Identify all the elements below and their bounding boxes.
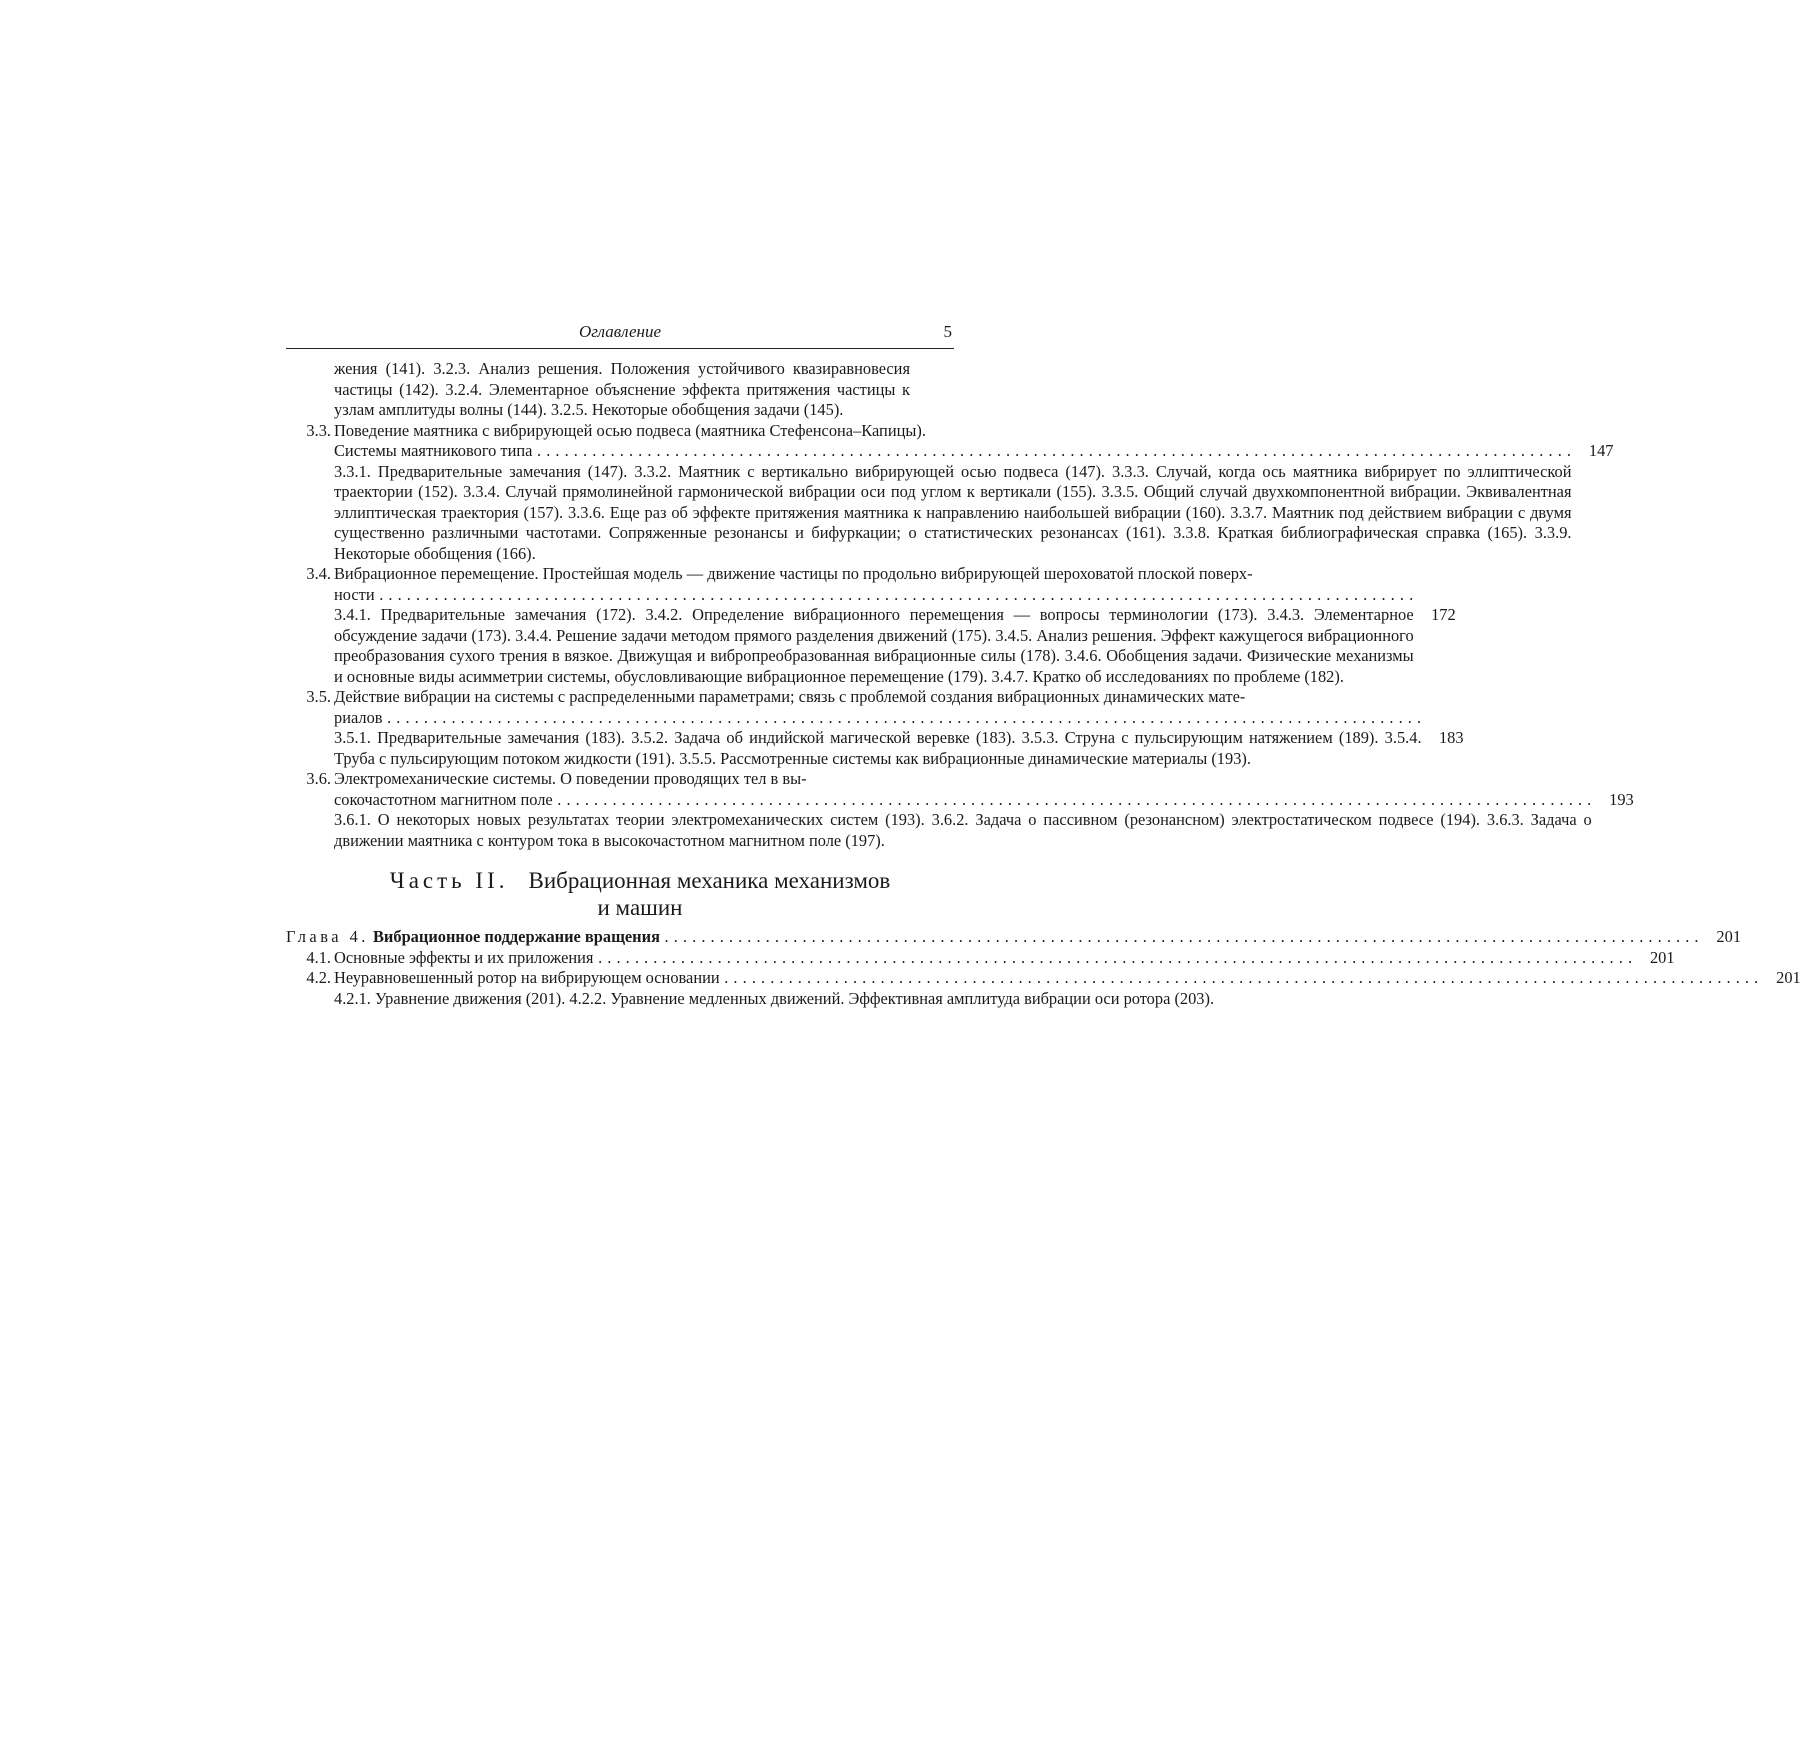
- toc-entry[interactable]: [286, 687, 1464, 769]
- part-label: Часть II.: [389, 868, 509, 893]
- entry-subsections: 4.2.1. Уравнение движения (201). 4.2.2. Уравнение медленных движений. Эффективная амплитуда вибрации оси ротора (203).: [334, 988, 1215, 1008]
- toc-entry[interactable]: [286, 420, 1614, 565]
- table-of-contents: [286, 359, 1801, 1009]
- entry-subsections: 3.6.1. О некоторых новых результатах теории электромеханических систем (193). 3.6.2. Задача о пассивном (резонансном) электростатическом подвесе (194). 3.6.3. Задача о движении маятника с контуром тока в высокочастотном магнитном поле (197).: [334, 810, 1592, 850]
- part-heading: [326, 867, 954, 921]
- entry-title: Основные эффекты и их приложения . . .: [334, 948, 1633, 969]
- entry-page: 201: [1649, 947, 1675, 967]
- entry-title-tail: риалов . . .: [334, 708, 1422, 729]
- entry-subsections: 3.4.1. Предварительные замечания (172). 3.4.2. Определение вибрационного перемещения — вопросы терминологии (173). 3.4.3. Элементарное обсуждение задачи (173). 3.4.4. Решение задачи методом прямого разделения движений (175). 3.4.5. Анализ решения. Эффект кажущегося вибрационного преобразования сухого трения в вязкое. Движущая и вибропреобразованная вибрационные силы (178). 3.4.6. Обобщения задачи. Физические механизмы и основные виды асимметрии системы, обусловливающие вибрационное перемещение (179). 3.4.7. Кратко об исследованиях по проблеме (182).: [334, 605, 1414, 686]
- toc-entry[interactable]: [286, 947, 1675, 969]
- toc-page: [286, 318, 1801, 1009]
- entry-title: Поведение маятника с вибрирующей осью подвеса (маятника Стефенсона–Капицы).: [334, 420, 926, 440]
- page-number: 5: [943, 322, 952, 341]
- entry-number: 3.6.: [306, 769, 331, 788]
- entry-title: Электромеханические системы. О поведении проводящих тел в вы-: [334, 769, 807, 788]
- running-header: [286, 318, 954, 349]
- entry-page: 183: [1438, 728, 1464, 747]
- continuation-text: жения (141). 3.2.3. Анализ решения. Положения устойчивого квазиравновесия частицы (142). 3.2.4. Элементарное объяснение эффекта притяжения частицы к узлам амплитуды волны (144). 3.2.5. Некоторые обобщения задачи (145).: [334, 359, 910, 419]
- entry-title-tail: ности . . .: [334, 585, 1414, 606]
- entry-page: 147: [1588, 441, 1614, 460]
- part-title-line1: Вибрационная механика механизмов: [528, 868, 891, 893]
- header-title: Оглавление: [578, 322, 662, 341]
- part-title-line2: и машин: [597, 895, 683, 920]
- entry-number: 3.4.: [306, 564, 331, 583]
- entry-page: 193: [1609, 789, 1634, 809]
- entry-number: 4.2.: [306, 968, 331, 987]
- entry-title-tail: Системы маятникового типа . . .: [334, 441, 1572, 462]
- entry-subsections: 3.5.1. Предварительные замечания (183). 3.5.2. Задача об индийской магической веревке (183). 3.5.3. Струна с пульсирующим натяжением (189). 3.5.4. Труба с пульсирующим потоком жидкости (191). 3.5.5. Рассмотренные системы как вибрационные динамические материалы (193).: [334, 728, 1422, 768]
- entry-page: 172: [1431, 605, 1456, 624]
- toc-entry[interactable]: [286, 968, 1801, 1009]
- entry-number: 3.3.: [306, 420, 331, 440]
- chapter-page: 201: [1716, 927, 1742, 946]
- chapter-label: Глава 4.: [286, 927, 369, 946]
- toc-entry[interactable]: [286, 564, 1456, 687]
- entry-title: Вибрационное перемещение. Простейшая модель — движение частицы по продольно вибрирующей шероховатой плоской поверх-: [334, 564, 1253, 583]
- entry-number: 3.5.: [306, 687, 331, 706]
- chapter-entry[interactable]: [286, 927, 1742, 948]
- entry-title: Неуравновешенный ротор на вибрирующем основании . . .: [334, 968, 1759, 989]
- continuation-entry: [286, 359, 954, 421]
- entry-subsections: 3.3.1. Предварительные замечания (147). 3.3.2. Маятник с вертикально вибрирующей осью подвеса (147). 3.3.3. Случай, когда ось маятника вибрирует по эллиптической траектории (152). 3.3.4. Случай прямолинейной гармонической вибрации оси под углом к вертикали (155). 3.3.5. Общий случай двухкомпонентной вибрации. Эквивалентная эллиптическая траектория (157). 3.3.6. Еще раз об эффекте притяжения маятника к направлению наибольшей вибрации (160). 3.3.7. Маятник под действием вибрации с двумя существенно различными частотами. Сопряженные резонансы и бифуркации; о статистических резонансах (161). 3.3.8. Краткая библиографическая справка (165). 3.3.9. Некоторые обобщения (166).: [334, 461, 1572, 563]
- toc-entry[interactable]: [286, 769, 1634, 851]
- entry-page: 201: [1776, 968, 1801, 987]
- entry-title-tail: сокочастотном магнитном поле . . .: [334, 790, 1592, 811]
- entry-title: Действие вибрации на системы с распределенными параметрами; связь с проблемой создания вибрационных динамических мате-: [334, 687, 1246, 706]
- chapter-title: Вибрационное поддержание вращения: [373, 927, 660, 946]
- entry-number: 4.1.: [306, 947, 331, 967]
